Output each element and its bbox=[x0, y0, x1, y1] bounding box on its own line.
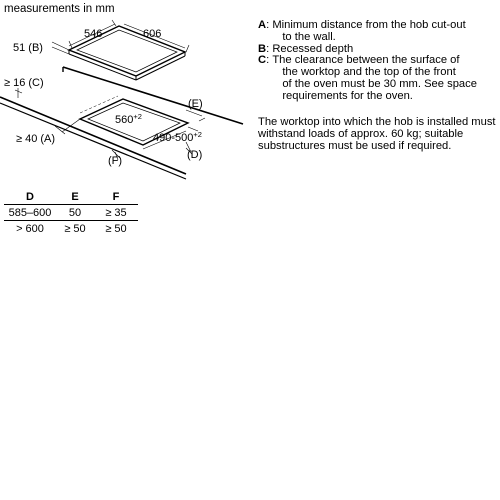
table-cell: > 600 bbox=[4, 221, 56, 237]
clearance-c-label: ≥ 16 (C) bbox=[4, 77, 44, 89]
legend-item-c bbox=[258, 55, 498, 102]
hob-edge bbox=[69, 54, 136, 80]
table-row bbox=[4, 205, 138, 221]
table-cell: 50 bbox=[56, 205, 94, 221]
table-cell: ≥ 50 bbox=[94, 221, 138, 237]
label-d: (D) bbox=[187, 149, 203, 161]
table-row bbox=[4, 221, 138, 237]
cutout-width-tolerance: +2 bbox=[133, 112, 142, 121]
legend-text: Recessed depth bbox=[272, 42, 354, 55]
wall-distance-a-label: ≥ 40 (A) bbox=[16, 133, 56, 145]
legend-key: B: bbox=[258, 42, 273, 55]
legend-item-a bbox=[258, 20, 498, 44]
table-cell: ≥ 50 bbox=[56, 221, 94, 237]
dimension-line bbox=[186, 45, 189, 52]
dimension-table bbox=[4, 189, 138, 236]
recessed-depth-label: 51 (B) bbox=[13, 42, 43, 54]
table-header: E bbox=[56, 189, 94, 205]
hob-drawing bbox=[52, 20, 189, 80]
legend-key: C: bbox=[258, 54, 273, 67]
cutout-depth-value: 490-500 bbox=[153, 132, 194, 144]
cutout-depth-tolerance: +2 bbox=[193, 130, 202, 139]
units-label: measurements in mm bbox=[4, 3, 115, 15]
dimension-line bbox=[15, 90, 22, 93]
cutout-width-value: 560 bbox=[115, 114, 134, 126]
legend-key: A: bbox=[258, 19, 273, 31]
table-cell: 585–600 bbox=[4, 205, 56, 221]
dimension-line bbox=[52, 42, 69, 50]
cutout-width-label bbox=[115, 112, 142, 126]
label-f: (F) bbox=[108, 155, 123, 167]
table-cell: ≥ 35 bbox=[94, 205, 138, 221]
hob-edge bbox=[136, 56, 185, 80]
legend-text: The clearance between the surface of the worktop and the top of the front of the oven must be 30 mm. See space requirements for the oven. bbox=[272, 54, 477, 102]
leader-line bbox=[199, 118, 205, 121]
hob-depth-label: 606 bbox=[143, 28, 162, 40]
table-header-row bbox=[4, 189, 138, 205]
load-note: The worktop into which the hob is installed must withstand loads of approx. 60 kg; suitable substructures must be used if required. bbox=[258, 116, 496, 152]
legend bbox=[258, 20, 498, 103]
worktop-back-edge bbox=[63, 67, 243, 124]
cutout-depth-label bbox=[153, 130, 202, 144]
table-header: D bbox=[4, 189, 56, 205]
dimension-line bbox=[52, 47, 69, 54]
dimension-line bbox=[62, 119, 80, 132]
legend-text: Minimum distance from the hob cut-out to the wall. bbox=[272, 19, 466, 43]
hob-width-label: 546 bbox=[84, 28, 103, 40]
label-e: (E) bbox=[188, 98, 203, 110]
table-header: F bbox=[94, 189, 138, 205]
